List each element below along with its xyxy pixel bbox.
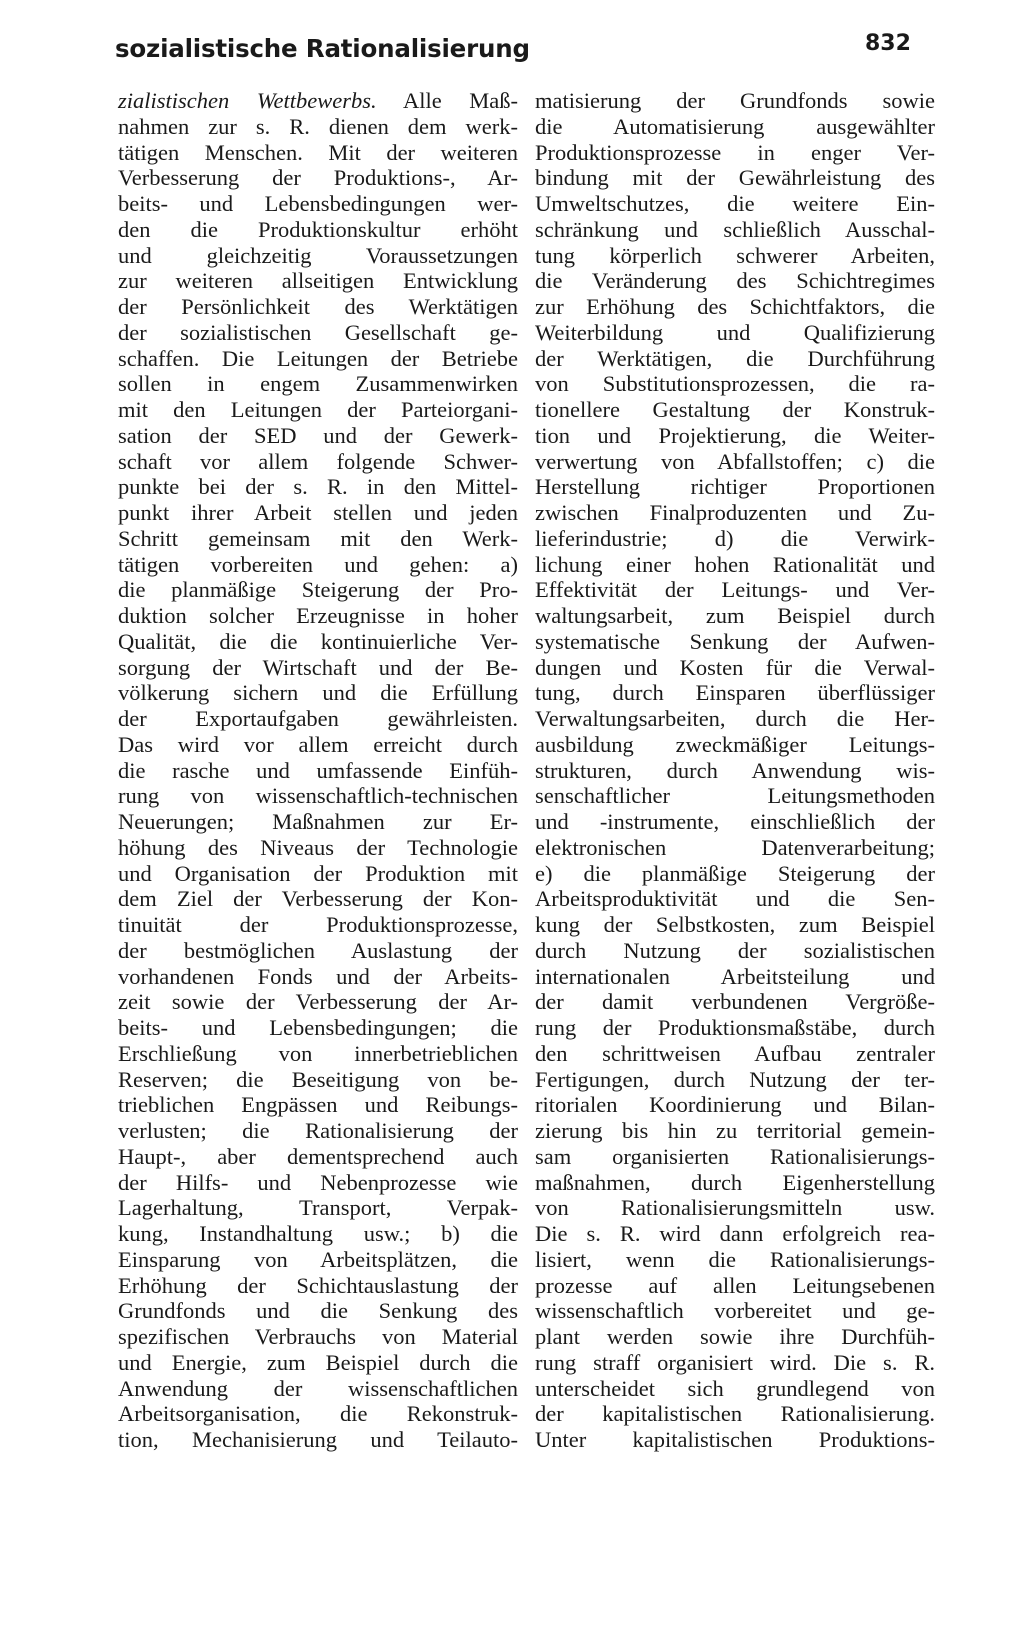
text-line: punkt ihrer Arbeit stellen und jeden bbox=[118, 500, 518, 525]
text-line: Erhöhung der Schichtauslastung der bbox=[118, 1272, 518, 1298]
text-line: schaft vor allem folgende Schwer- bbox=[118, 448, 518, 474]
text-line: elektronischen Datenverarbeitung; bbox=[535, 834, 935, 860]
text-line: rung straff organisiert wird. Die s. R. bbox=[535, 1349, 935, 1375]
text-line: Haupt-, aber dementsprechend auch bbox=[118, 1143, 518, 1169]
text-line: zialistischen Wettbewerbs. Alle Maß- bbox=[118, 88, 518, 113]
text-column-right bbox=[535, 88, 935, 1453]
text-line: durch Nutzung der sozialistischen bbox=[535, 937, 935, 963]
text-line: tätigen Menschen. Mit der weiteren bbox=[118, 139, 518, 165]
text-column-left bbox=[118, 88, 518, 1453]
text-line: Lagerhaltung, Transport, Verpak- bbox=[118, 1195, 518, 1221]
text-line: der Hilfs- und Nebenprozesse wie bbox=[118, 1169, 518, 1195]
text-line: strukturen, durch Anwendung wis- bbox=[535, 757, 935, 783]
page-number: 832 bbox=[865, 31, 911, 56]
text-line: tung, durch Einsparen überflüssiger bbox=[535, 680, 935, 706]
text-line: der sozialistischen Gesellschaft ge- bbox=[118, 319, 518, 345]
text-line: bindung mit der Gewährleistung des bbox=[535, 165, 935, 191]
text-line: Reserven; die Beseitigung von be- bbox=[118, 1066, 518, 1092]
text-line: Neuerungen; Maßnahmen zur Er- bbox=[118, 809, 518, 834]
text-line: der damit verbundenen Vergröße- bbox=[535, 989, 935, 1015]
text-line: völkerung sichern und die Erfüllung bbox=[118, 680, 518, 706]
text-line: Effektivität der Leitungs- und Ver- bbox=[535, 577, 935, 603]
text-line: lieferindustrie; d) die Verwirk- bbox=[535, 525, 935, 551]
text-line: Schritt gemeinsam mit den Werk- bbox=[118, 525, 518, 551]
text-line: Weiterbildung und Qualifizierung bbox=[535, 319, 935, 345]
text-line: nahmen zur s. R. dienen dem werk- bbox=[118, 113, 518, 139]
text-line: Arbeitsorganisation, die Rekonstruk- bbox=[118, 1401, 518, 1427]
text-line: die Veränderung des Schichtregimes bbox=[535, 268, 935, 294]
text-line: internationalen Arbeitsteilung und bbox=[535, 963, 935, 989]
text-line: Grundfonds und die Senkung des bbox=[118, 1298, 518, 1324]
text-line: tion, Mechanisierung und Teilauto- bbox=[118, 1427, 518, 1452]
text-line: duktion solcher Erzeugnisse in hoher bbox=[118, 603, 518, 628]
text-line: und Energie, zum Beispiel durch die bbox=[118, 1349, 518, 1375]
text-line: und gleichzeitig Voraussetzungen bbox=[118, 242, 518, 268]
text-line: zierung bis hin zu territorial gemein- bbox=[535, 1118, 935, 1143]
text-line: tung körperlich schwerer Arbeiten, bbox=[535, 242, 935, 268]
text-line: und -instrumente, einschließlich der bbox=[535, 809, 935, 834]
text-line: sam organisierten Rationalisierungs- bbox=[535, 1143, 935, 1169]
text-line: beits- und Lebensbedingungen; die bbox=[118, 1015, 518, 1040]
text-line: dungen und Kosten für die Verwal- bbox=[535, 654, 935, 680]
text-line: wissenschaftlich vorbereitet und ge- bbox=[535, 1298, 935, 1324]
text-line: Anwendung der wissenschaftlichen bbox=[118, 1375, 518, 1401]
text-line: Herstellung richtiger Proportionen bbox=[535, 474, 935, 500]
text-line: maßnahmen, durch Eigenherstellung bbox=[535, 1169, 935, 1195]
text-line: Das wird vor allem erreicht durch bbox=[118, 731, 518, 757]
text-line: die Automatisierung ausgewählter bbox=[535, 113, 935, 139]
text-line: Arbeitsproduktivität und die Sen- bbox=[535, 886, 935, 912]
text-line: vorhandenen Fonds und der Arbeits- bbox=[118, 963, 518, 989]
text-line: zur Erhöhung des Schichtfaktors, die bbox=[535, 294, 935, 319]
text-line: schaffen. Die Leitungen der Betriebe bbox=[118, 345, 518, 371]
text-line: ritorialen Koordinierung und Bilan- bbox=[535, 1092, 935, 1118]
text-line: rung der Produktionsmaßstäbe, durch bbox=[535, 1015, 935, 1040]
text-line: spezifischen Verbrauchs von Material bbox=[118, 1324, 518, 1349]
text-line: Qualität, die die kontinuierliche Ver- bbox=[118, 628, 518, 654]
text-line: verwertung von Abfallstoffen; c) die bbox=[535, 448, 935, 474]
text-line: Erschließung von innerbetrieblichen bbox=[118, 1040, 518, 1066]
text-line: von Substitutionsprozessen, die ra- bbox=[535, 371, 935, 397]
text-line: die rasche und umfassende Einfüh- bbox=[118, 757, 518, 783]
text-line: beits- und Lebensbedingungen wer- bbox=[118, 191, 518, 216]
text-line: sollen in engem Zusammenwirken bbox=[118, 371, 518, 397]
text-line: zur weiteren allseitigen Entwicklung bbox=[118, 268, 518, 294]
text-line: kung, Instandhaltung usw.; b) die bbox=[118, 1221, 518, 1246]
text-line: e) die planmäßige Steigerung der bbox=[535, 860, 935, 886]
text-line: Die s. R. wird dann erfolgreich rea- bbox=[535, 1221, 935, 1246]
text-line: der Werktätigen, die Durchführung bbox=[535, 345, 935, 371]
text-line: Umweltschutzes, die weitere Ein- bbox=[535, 191, 935, 216]
text-line: den schrittweisen Aufbau zentraler bbox=[535, 1040, 935, 1066]
text-line: der bestmöglichen Auslastung der bbox=[118, 937, 518, 963]
text-line: der kapitalistischen Rationalisierung. bbox=[535, 1401, 935, 1427]
text-line: die planmäßige Steigerung der Pro- bbox=[118, 577, 518, 603]
text-line: sorgung der Wirtschaft und der Be- bbox=[118, 654, 518, 680]
text-line: den die Produktionskultur erhöht bbox=[118, 216, 518, 242]
text-line: tätigen vorbereiten und gehen: a) bbox=[118, 551, 518, 577]
text-line: plant werden sowie ihre Durchfüh- bbox=[535, 1324, 935, 1349]
italic-term: zialistischen Wettbewerbs. bbox=[118, 88, 377, 113]
text-line: punkte bei der s. R. in den Mittel- bbox=[118, 474, 518, 500]
text-line: kung der Selbstkosten, zum Beispiel bbox=[535, 912, 935, 937]
text-line: Produktionsprozesse in enger Ver- bbox=[535, 139, 935, 165]
running-title: sozialistische Rationalisierung bbox=[115, 34, 530, 63]
text-line: trieblichen Engpässen und Reibungs- bbox=[118, 1092, 518, 1118]
text-line: und Organisation der Produktion mit bbox=[118, 860, 518, 886]
text-line: verlusten; die Rationalisierung der bbox=[118, 1118, 518, 1143]
text-line: unterscheidet sich grundlegend von bbox=[535, 1375, 935, 1401]
text-line: tionellere Gestaltung der Konstruk- bbox=[535, 397, 935, 422]
text-line: mit den Leitungen der Parteiorgani- bbox=[118, 397, 518, 422]
text-line: systematische Senkung der Aufwen- bbox=[535, 628, 935, 654]
text-line: zwischen Finalproduzenten und Zu- bbox=[535, 500, 935, 525]
text-line: prozesse auf allen Leitungsebenen bbox=[535, 1272, 935, 1298]
text-line: dem Ziel der Verbesserung der Kon- bbox=[118, 886, 518, 912]
text-line: matisierung der Grundfonds sowie bbox=[535, 88, 935, 113]
text-line: der Exportaufgaben gewährleisten. bbox=[118, 706, 518, 731]
text-line: senschaftlicher Leitungsmethoden bbox=[535, 783, 935, 809]
text-line: zeit sowie der Verbesserung der Ar- bbox=[118, 989, 518, 1015]
text-line: lichung einer hohen Rationalität und bbox=[535, 551, 935, 577]
text-line: schränkung und schließlich Ausschal- bbox=[535, 216, 935, 242]
text-line: tinuität der Produktionsprozesse, bbox=[118, 912, 518, 937]
text-line: lisiert, wenn die Rationalisierungs- bbox=[535, 1246, 935, 1272]
text-line: von Rationalisierungsmitteln usw. bbox=[535, 1195, 935, 1221]
text-line: höhung des Niveaus der Technologie bbox=[118, 834, 518, 860]
text-line: Verbesserung der Produktions-, Ar- bbox=[118, 165, 518, 191]
text-line: ausbildung zweckmäßiger Leitungs- bbox=[535, 731, 935, 757]
text-line: sation der SED und der Gewerk- bbox=[118, 422, 518, 448]
text-line: Fertigungen, durch Nutzung der ter- bbox=[535, 1066, 935, 1092]
text-line: Unter kapitalistischen Produktions- bbox=[535, 1427, 935, 1452]
text-line: waltungsarbeit, zum Beispiel durch bbox=[535, 603, 935, 628]
text-line: Verwaltungsarbeiten, durch die Her- bbox=[535, 706, 935, 731]
text-line: rung von wissenschaftlich-technischen bbox=[118, 783, 518, 809]
text-line: Einsparung von Arbeitsplätzen, die bbox=[118, 1246, 518, 1272]
text-line: der Persönlichkeit des Werktätigen bbox=[118, 294, 518, 319]
text-line: tion und Projektierung, die Weiter- bbox=[535, 422, 935, 448]
